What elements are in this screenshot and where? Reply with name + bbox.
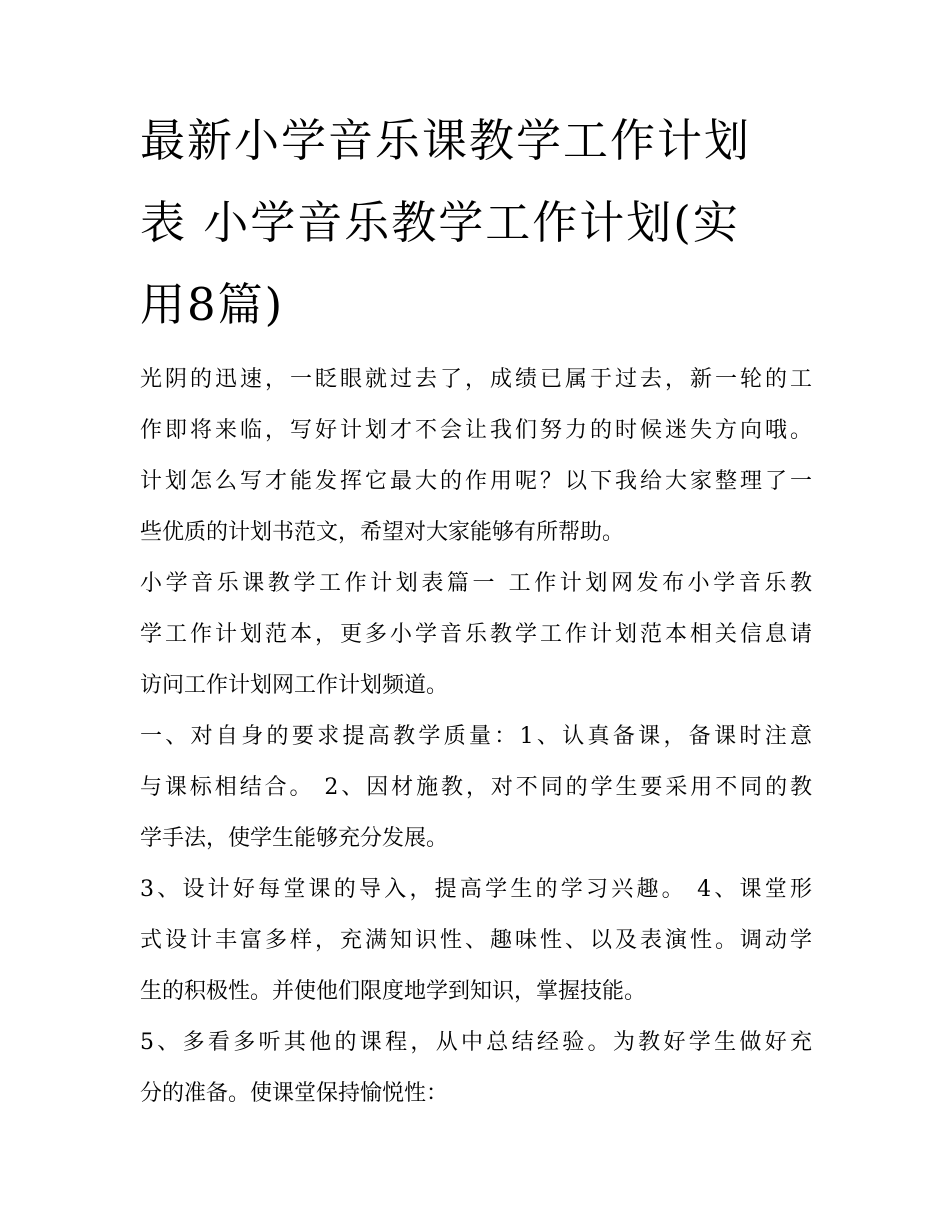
paragraph-line: 与课标相结合。 2、因材施教，对不同的学生要采用不同的教 <box>140 775 812 800</box>
paragraph-line: 些优质的计划书范文，希望对大家能够有所帮助。 <box>140 520 625 545</box>
paragraph-line: 分的准备。使课堂保持愉悦性： <box>140 1081 449 1106</box>
paragraph-line: 小学音乐课教学工作计划表篇一 工作计划网发布小学音乐教 <box>140 571 812 596</box>
paragraph-line: 5、多看多听其他的课程，从中总结经验。为教好学生做好充 <box>140 1030 812 1055</box>
document-title <box>140 112 812 334</box>
paragraph-observe-lessons <box>140 1017 812 1119</box>
paragraph-line: 一、对自身的要求提高教学质量：1、认真备课，备课时注意 <box>140 724 812 749</box>
paragraph-line: 3、设计好每堂课的导入，提高学生的学习兴趣。 4、课堂形 <box>140 877 812 902</box>
paragraph-self-requirements <box>140 711 812 864</box>
paragraph-line: 学工作计划范本，更多小学音乐教学工作计划范本相关信息请 <box>140 622 812 647</box>
paragraph-line: 式设计丰富多样，充满知识性、趣味性、以及表演性。调动学 <box>140 928 812 953</box>
paragraph-line: 计划怎么写才能发挥它最大的作用呢？以下我给大家整理了一 <box>140 469 812 494</box>
document-content <box>140 112 812 1119</box>
paragraph-line: 学手法，使学生能够充分发展。 <box>140 826 449 851</box>
paragraph-lesson-design <box>140 864 812 1017</box>
paragraph-chapter-one <box>140 558 812 711</box>
paragraph-line: 生的积极性。并使他们限度地学到知识，掌握技能。 <box>140 979 647 1004</box>
paragraph-line: 访问工作计划网工作计划频道。 <box>140 673 449 698</box>
paragraph-intro <box>140 354 812 558</box>
paragraph-line: 光阴的迅速，一眨眼就过去了，成绩已属于过去，新一轮的工 <box>140 367 812 392</box>
title-line: 最新小学音乐课教学工作计划 <box>140 114 752 167</box>
document-body <box>140 354 812 1119</box>
title-line: 表 小学音乐教学工作计划(实 <box>140 196 740 249</box>
title-line: 用8篇) <box>140 278 285 331</box>
paragraph-line: 作即将来临，写好计划才不会让我们努力的时候迷失方向哦。 <box>140 418 812 443</box>
